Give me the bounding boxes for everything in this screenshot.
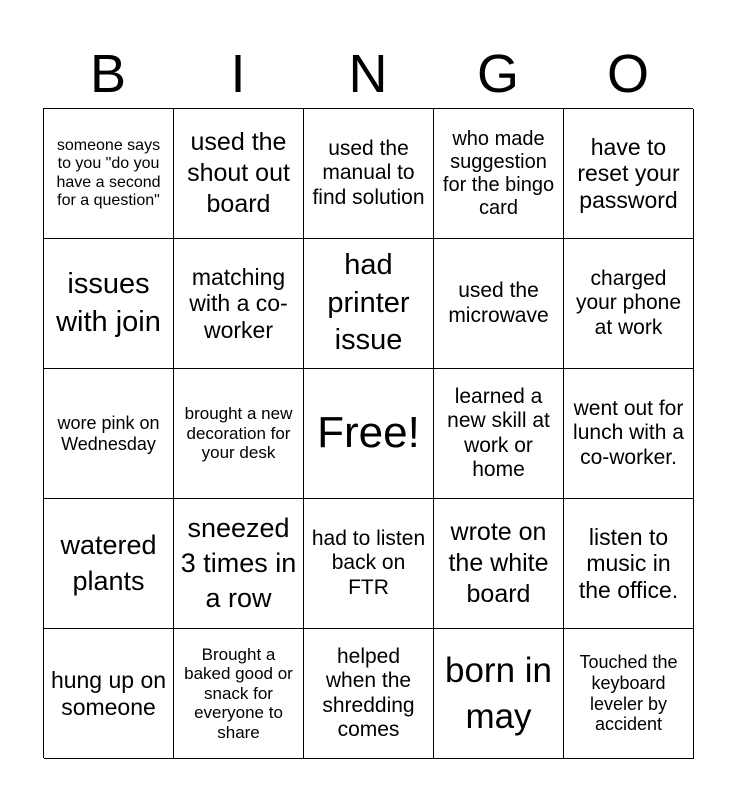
bingo-cell[interactable]: used the microwave bbox=[434, 239, 564, 369]
bingo-cell[interactable]: Brought a baked good or snack for everyone to share bbox=[174, 629, 304, 759]
bingo-cell[interactable]: who made suggestion for the bingo card bbox=[434, 109, 564, 239]
header-letter-i: I bbox=[230, 44, 246, 104]
bingo-header bbox=[43, 40, 693, 108]
bingo-cell[interactable]: listen to music in the office. bbox=[564, 499, 694, 629]
bingo-cell[interactable]: have to reset your password bbox=[564, 109, 694, 239]
bingo-cell[interactable]: someone says to you "do you have a second for a question" bbox=[44, 109, 174, 239]
bingo-cell[interactable]: had printer issue bbox=[304, 239, 434, 369]
header-letter-n: N bbox=[348, 44, 388, 104]
bingo-cell[interactable]: used the manual to find solution bbox=[304, 109, 434, 239]
header-letter-b: B bbox=[89, 44, 127, 104]
bingo-cell[interactable]: wrote on the white board bbox=[434, 499, 564, 629]
bingo-cell[interactable]: hung up on someone bbox=[44, 629, 174, 759]
bingo-board bbox=[43, 108, 693, 758]
bingo-cell[interactable]: brought a new decoration for your desk bbox=[174, 369, 304, 499]
bingo-cell[interactable]: watered plants bbox=[44, 499, 174, 629]
bingo-cell[interactable]: had to listen back on FTR bbox=[304, 499, 434, 629]
bingo-cell[interactable]: helped when the shredding comes bbox=[304, 629, 434, 759]
bingo-cell[interactable]: wore pink on Wednesday bbox=[44, 369, 174, 499]
bingo-cell[interactable]: went out for lunch with a co-worker. bbox=[564, 369, 694, 499]
bingo-cell[interactable]: born in may bbox=[434, 629, 564, 759]
bingo-cell[interactable]: used the shout out board bbox=[174, 109, 304, 239]
bingo-cell[interactable]: sneezed 3 times in a row bbox=[174, 499, 304, 629]
bingo-cell[interactable]: charged your phone at work bbox=[564, 239, 694, 369]
free-space[interactable]: Free! bbox=[304, 369, 434, 499]
bingo-cell[interactable]: Touched the keyboard leveler by accident bbox=[564, 629, 694, 759]
header-letter-o: O bbox=[606, 44, 649, 104]
bingo-cell[interactable]: learned a new skill at work or home bbox=[434, 369, 564, 499]
bingo-cell[interactable]: matching with a co-worker bbox=[174, 239, 304, 369]
header-letter-g: G bbox=[476, 44, 519, 104]
bingo-cell[interactable]: issues with join bbox=[44, 239, 174, 369]
